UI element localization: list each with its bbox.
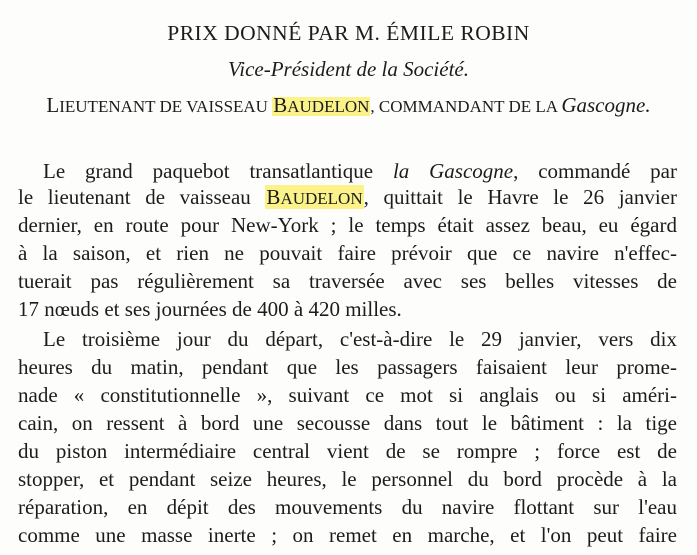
- byline-rank: IEUTENANT DE VAISSEAU: [59, 97, 273, 116]
- section-title: PRIX DONNÉ PAR M. ÉMILE ROBIN: [167, 21, 530, 45]
- paragraph-line: Le troisième jour du départ, c'est-à-dire le 29 janvier, vers dix: [43, 327, 677, 351]
- paragraph-line: stopper, et pendant seize heures, le personnel du bord procède à la: [18, 467, 677, 491]
- byline-ship-name: Gascogne.: [561, 93, 651, 117]
- highlighted-name: BAUDELON: [273, 93, 370, 117]
- paragraph-line: comme une masse inerte ; on remet en marche, et l'on peut faire: [18, 523, 677, 547]
- paragraph-line: heures du matin, pendant que les passagers faisaient leur prome-: [18, 355, 677, 379]
- paragraph-line: Le grand paquebot transatlantique la Gascogne, commandé par: [43, 159, 677, 183]
- section-subtitle: Vice-Président de la Société.: [227, 57, 469, 81]
- paragraph-line: dernier, en route pour New-York ; le temps était assez beau, eu égard: [18, 213, 677, 237]
- paragraph-line: 17 nœuds et ses journées de 400 à 420 milles.: [18, 297, 402, 321]
- ship-name: la Gascogne: [392, 159, 514, 183]
- paragraph-line: tuerait pas régulièrement sa traversée avec ses belles vitesses de: [18, 269, 677, 293]
- paragraph-line: du piston intermédiaire central vient de se rompre ; force est de: [18, 439, 677, 463]
- byline-role: , COMMANDANT DE LA: [370, 97, 562, 116]
- paragraph-line: nade « constitutionnelle », suivant ce mot si anglais ou si améri-: [18, 383, 677, 407]
- byline-initial: L: [46, 93, 60, 117]
- award-byline: [0, 92, 697, 120]
- paragraph-line: cain, on ressent à bord une secousse dans tout le bâtiment : la tige: [18, 411, 677, 435]
- paragraph-line: à la saison, et rien ne pouvait faire prévoir que ce navire n'effec-: [18, 241, 677, 265]
- paragraph-line: réparation, en dépit des mouvements du navire flottant sur l'eau: [18, 495, 677, 519]
- paragraph-line: le lieutenant de vaisseau BAUDELON, quittait le Havre le 26 janvier: [18, 185, 677, 209]
- highlighted-name: BAUDELON: [266, 185, 363, 209]
